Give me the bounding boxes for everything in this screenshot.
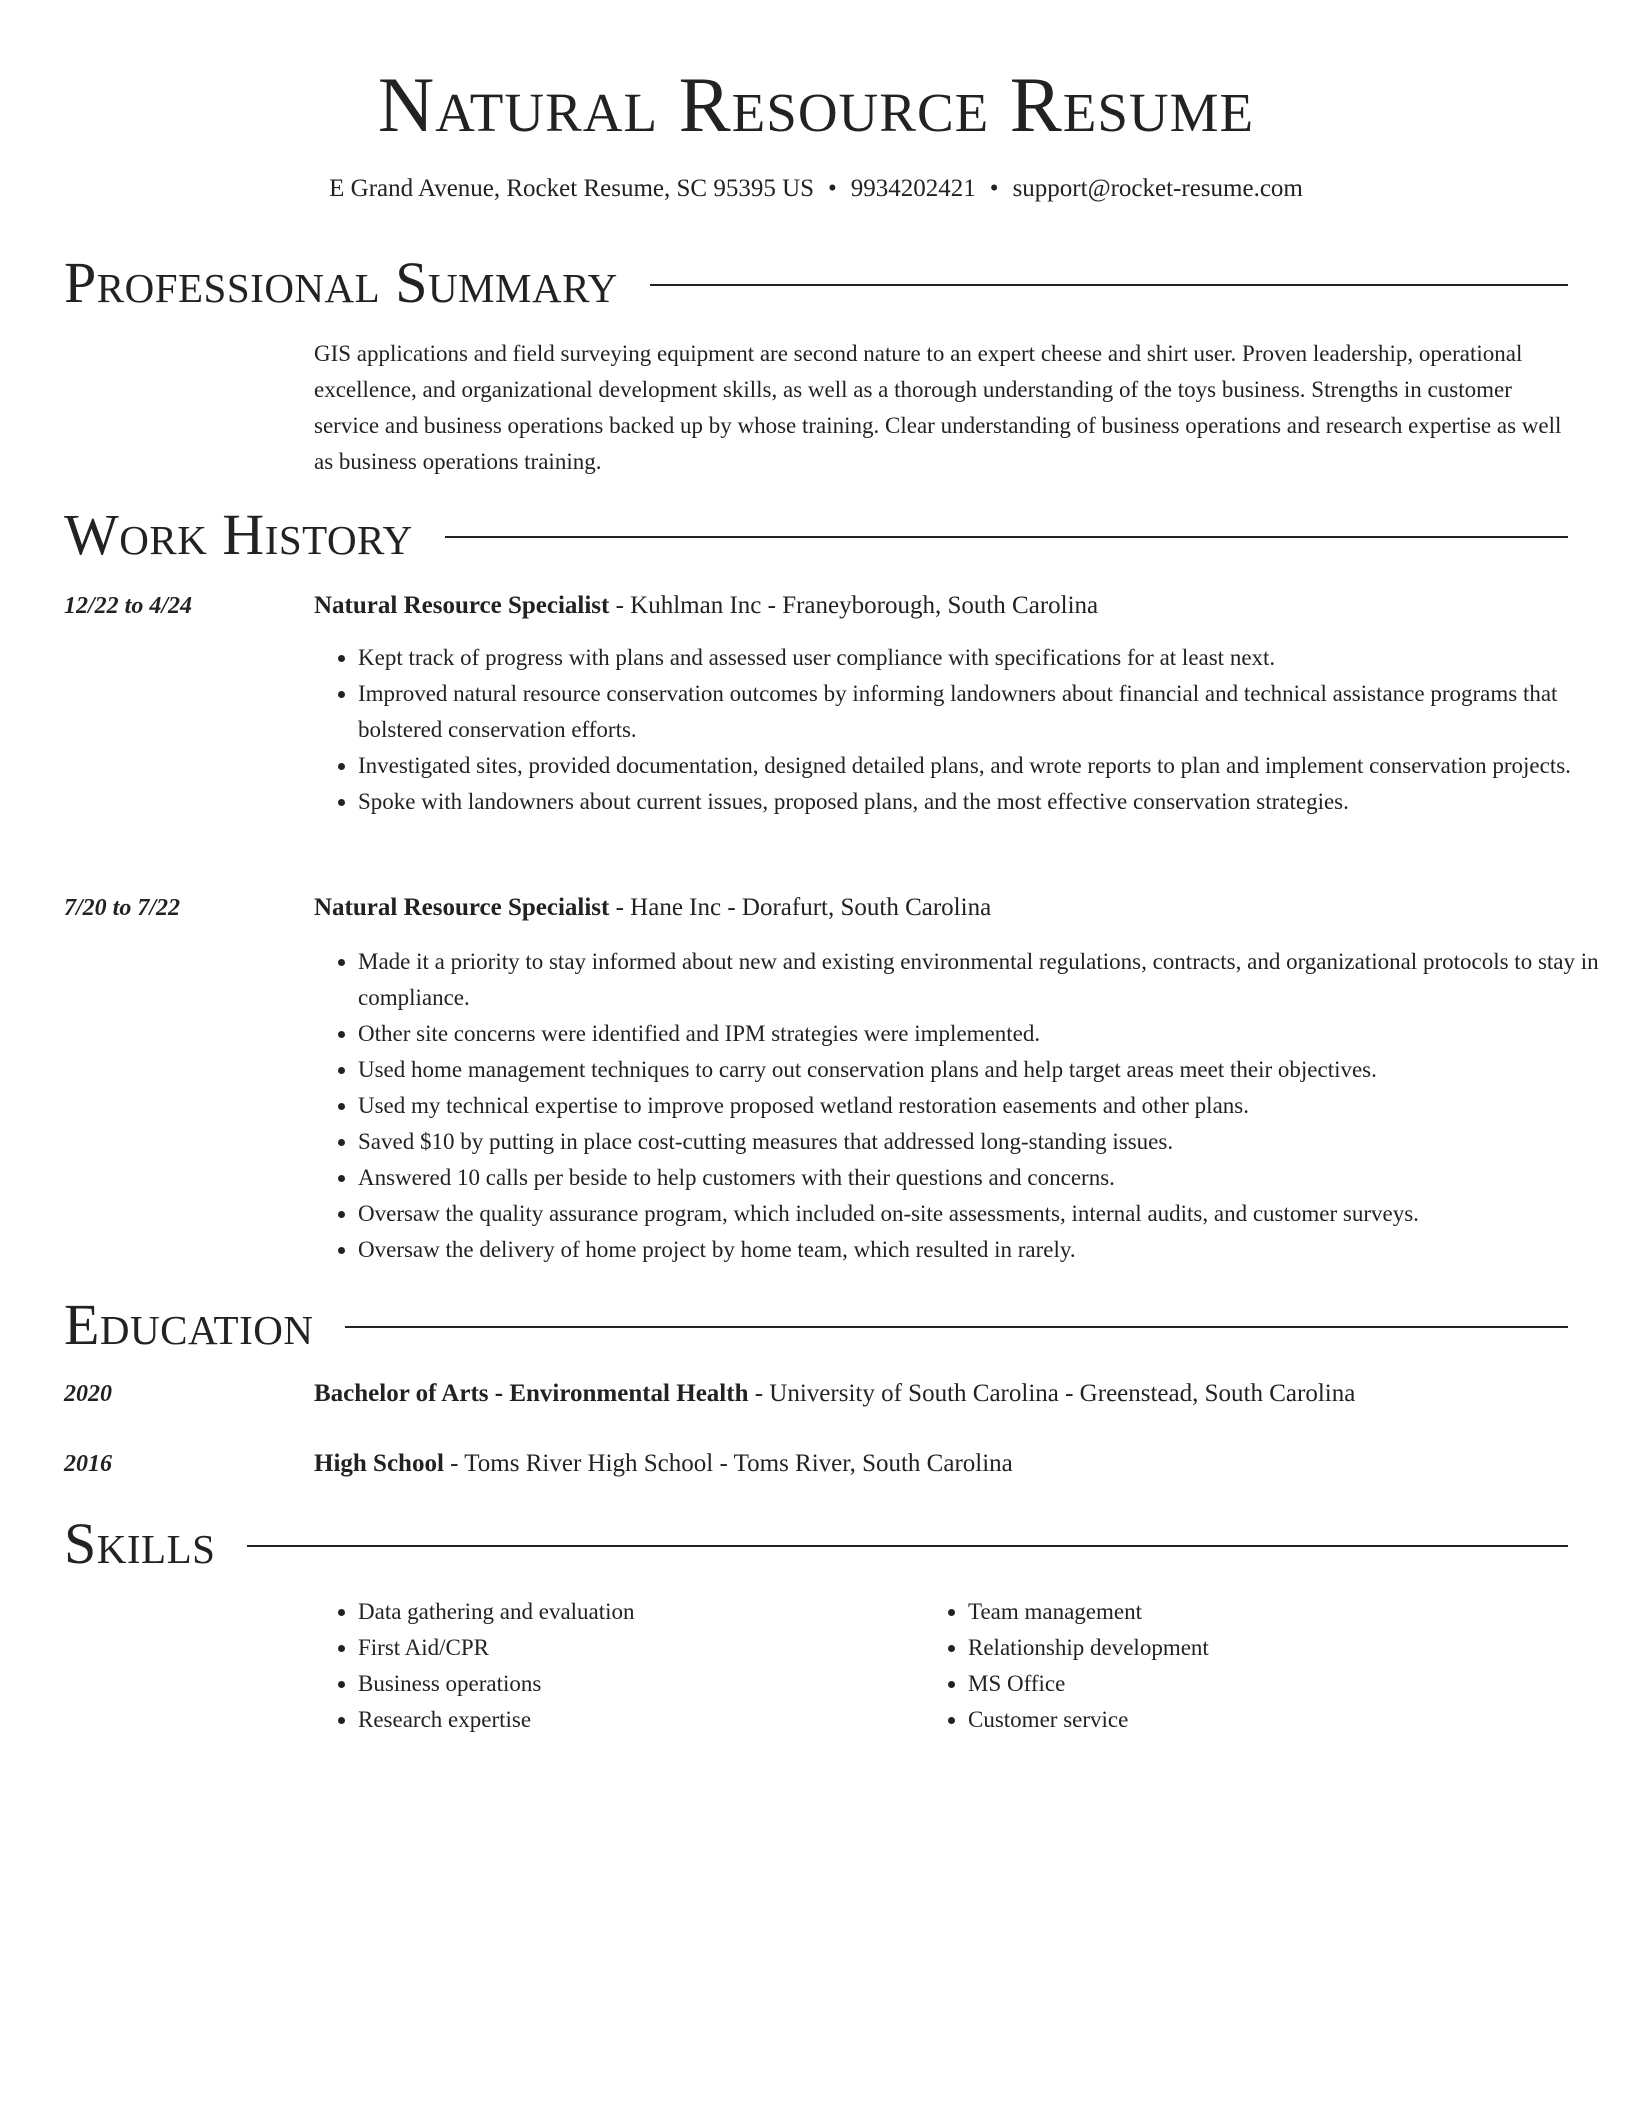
degree-title: High School [314,1450,444,1477]
section-divider [345,1326,1568,1328]
contact-phone: 9934202421 [850,175,976,202]
section-divider [247,1545,1568,1547]
skill-item: • Customer service [968,1702,1568,1738]
list-item: • Kept track of progress with plans and assessed user compliance with specifications for at least next. [358,640,1612,676]
section-header-education [64,1290,1568,1360]
list-item: • Answered 10 calls per beside to help customers with their questions and concerns. [358,1160,1612,1196]
list-item: • Investigated sites, provided documentation, designed detailed plans, and wrote reports to plan and implement conservation projects. [358,748,1612,784]
job-title: Natural Resource Specialist [314,894,610,921]
work-entry-date: 12/22 to 4/24 [64,593,193,619]
skill-item: • Research expertise [358,1702,918,1738]
school-location: - Toms River High School - Toms River, South Carolina [443,1450,1013,1477]
job-employer-location: - Kuhlman Inc - Franeyborough, South Carolina [609,592,1099,619]
resume-page [64,0,1599,2112]
list-item: • Made it a priority to stay informed about new and existing environmental regulations, contracts, and organizational protocols to stay in compliance. [358,944,1612,1016]
summary-text: GIS applications and field surveying equipment are second nature to an expert cheese and shirt user. Proven leadership, operational excellence, and organizational development skills, as well as a thorough understanding of the toys business. Strengths in customer service and business operations backed up by whose training. Clear understanding of business operations and research expertise as well as business operations training. [314,341,1562,474]
skill-item: • Team management [968,1594,1568,1630]
list-item: • Spoke with landowners about current issues, proposed plans, and the most effective conservation strategies. [358,784,1612,820]
list-item: • Saved $10 by putting in place cost-cutting measures that addressed long-standing issues. [358,1124,1612,1160]
section-header-skills [64,1509,1568,1579]
school-location: - University of South Carolina - Greenstead, South Carolina [748,1380,1356,1407]
list-item: • Used my technical expertise to improve proposed wetland restoration easements and other plans. [358,1088,1612,1124]
section-title-summary: Professional Summary [64,250,618,315]
list-item: • Oversaw the delivery of home project by home team, which resulted in rarely. [358,1232,1612,1268]
work-entry-date: 7/20 to 7/22 [64,895,181,921]
contact-line [64,173,1568,205]
resume-title: Natural Resource Resume [377,61,1255,148]
contact-email: support@rocket-resume.com [1012,175,1303,202]
section-header-work-history [64,500,1568,570]
section-divider [445,536,1568,538]
work-entry-heading [314,590,1568,622]
contact-address: E Grand Avenue, Rocket Resume, SC 95395 US [329,175,815,202]
education-heading [314,1448,1568,1480]
contact-separator: • [989,175,999,202]
list-item: • Other site concerns were identified and IPM strategies were implemented. [358,1016,1612,1052]
skills-list-right [924,1594,1568,1738]
skill-item: • First Aid/CPR [358,1630,918,1666]
skill-item: • Business operations [358,1666,918,1702]
education-heading [314,1378,1568,1410]
section-header-summary [64,248,1568,318]
skill-item: • MS Office [968,1666,1568,1702]
education-date: 2016 [64,1451,112,1477]
section-title-education: Education [64,1292,314,1357]
work-entry-bullets [314,944,1612,1268]
work-entry-heading [314,892,1568,924]
skills-list-left [314,1594,918,1738]
list-item: • Oversaw the quality assurance program, which included on-site assessments, internal audits, and customer surveys. [358,1196,1612,1232]
skill-item: • Relationship development [968,1630,1568,1666]
section-title-skills: Skills [64,1511,216,1576]
work-entry-bullets [314,640,1612,820]
education-date: 2020 [64,1381,112,1407]
degree-title: Bachelor of Arts - Environmental Health [314,1380,749,1407]
section-title-work-history: Work History [64,502,413,567]
list-item: • Used home management techniques to carry out conservation plans and help target areas meet their objectives. [358,1052,1612,1088]
contact-separator: • [828,175,837,202]
job-employer-location: - Hane Inc - Dorafurt, South Carolina [609,894,992,921]
section-divider [650,284,1568,286]
job-title: Natural Resource Specialist [314,592,610,619]
skill-item: • Data gathering and evaluation [358,1594,918,1630]
list-item: • Improved natural resource conservation outcomes by informing landowners about financial and technical assistance programs that bolstered conservation efforts. [358,676,1612,748]
